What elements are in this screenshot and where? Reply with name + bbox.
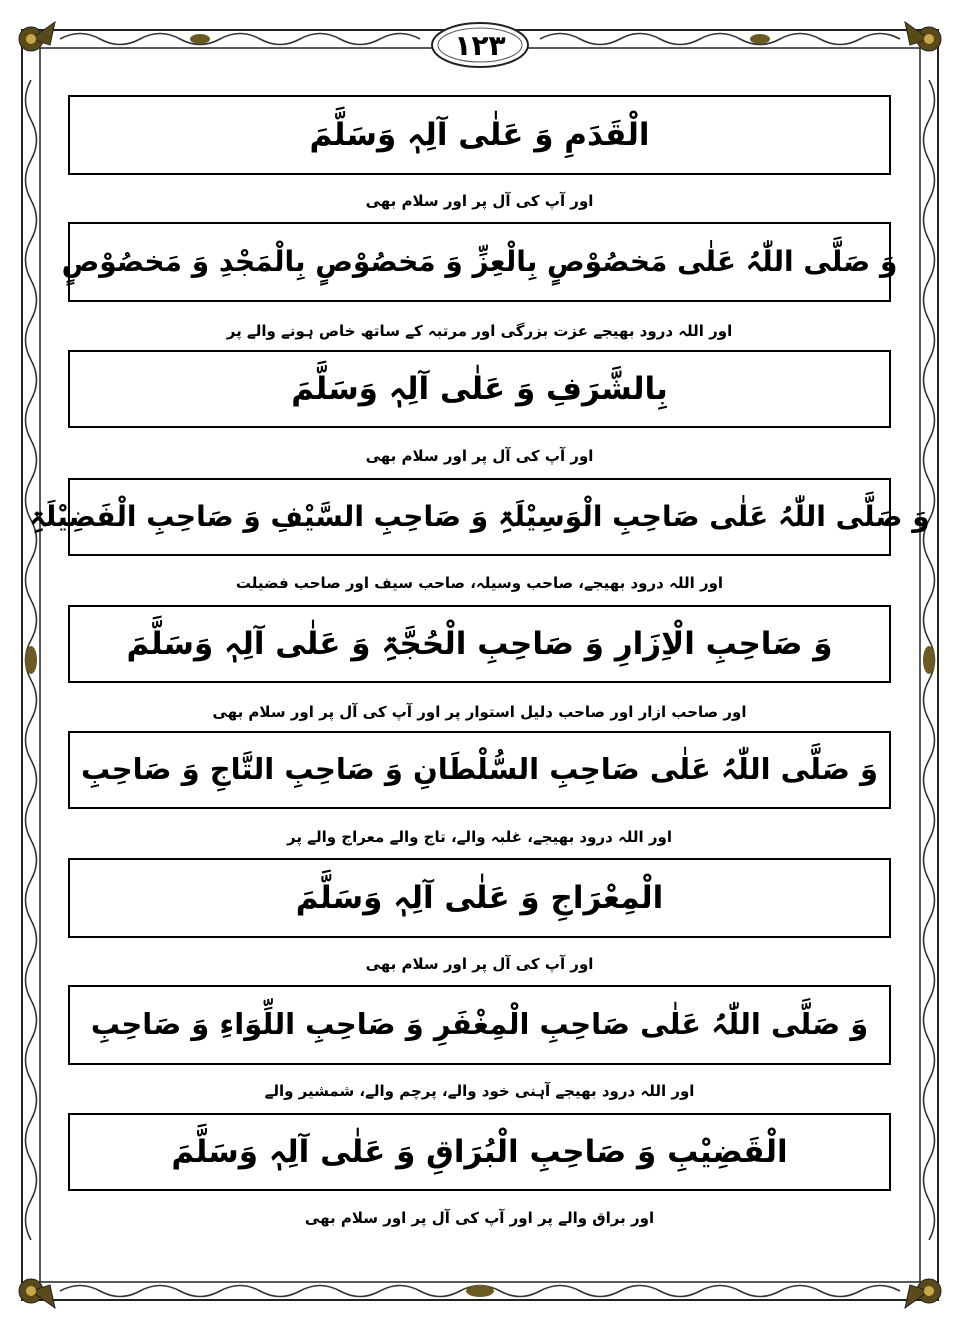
arabic-verse: وَ صَلَّی اللّٰہُ عَلٰی مَخصُوْصٍ بِالْعِزِّ وَ مَخصُوْصٍ بِالْمَجْدِ وَ مَخصُوْصٍ xyxy=(61,244,898,278)
urdu-translation: اور براق والے پر اور آپ کی آل پر اور سلام بھی xyxy=(304,1209,655,1227)
urdu-translation: اور اللہ درود بھیجے، صاحب وسیلہ، صاحب سیف اور صاحب فضیلت xyxy=(235,574,724,592)
arabic-verse: الْمِعْرَاجِ وَ عَلٰی آلِہٖ وَسَلَّمَ xyxy=(295,879,664,916)
urdu-translation: اور آپ کی آل پر اور سلام بھی xyxy=(365,192,594,210)
urdu-translation: اور آپ کی آل پر اور سلام بھی xyxy=(365,955,594,973)
arabic-verse: الْقَدَمِ وَ عَلٰی آلِہٖ وَسَلَّمَ xyxy=(309,116,650,153)
arabic-verse-box xyxy=(68,1113,891,1191)
arabic-verse: وَ صَلَّی اللّٰہُ عَلٰی صَاحِبِ الْمِغْفَرِ وَ صَاحِبِ اللِّوَاءِ وَ صَاحِبِ xyxy=(90,1007,869,1042)
arabic-verse: بِالشَّرَفِ وَ عَلٰی آلِہٖ وَسَلَّمَ xyxy=(291,370,668,407)
urdu-translation: اور صاحب ازار اور صاحب دلیل استوار پر اور آپ کی آل پر اور سلام بھی xyxy=(212,703,747,721)
page-number: ۱۲۳ xyxy=(454,28,506,62)
urdu-translation: اور اللہ درود بھیجے عزت بزرگی اور مرتبہ کے ساتھ خاص ہونے والے پر xyxy=(226,322,733,340)
urdu-translation: اور اللہ درود بھیجے آہنی خود والے، پرچم والے، شمشیر والے xyxy=(264,1082,695,1100)
arabic-verse: الْقَضِیْبِ وَ صَاحِبِ الْبُرَاقِ وَ عَلٰی آلِہٖ وَسَلَّمَ xyxy=(171,1133,788,1170)
arabic-verse: وَ صَاحِبِ الْاِزَارِ وَ صَاحِبِ الْحُجَّۃِ وَ عَلٰی آلِہٖ وَسَلَّمَ xyxy=(126,625,833,662)
urdu-translation: اور آپ کی آل پر اور سلام بھی xyxy=(365,447,594,465)
arabic-verse-box xyxy=(68,95,891,175)
arabic-verse-box xyxy=(29,478,930,556)
arabic-verse: وَ صَلَّی اللّٰہُ عَلٰی صَاحِبِ السُّلْطَانِ وَ صَاحِبِ التَّاجِ وَ صَاحِبِ xyxy=(81,752,878,787)
arabic-verse-box xyxy=(61,222,898,302)
arabic-verse-box xyxy=(68,858,891,938)
arabic-verse: وَ صَلَّی اللّٰہُ عَلٰی صَاحِبِ الْوَسِیْلَۃِ وَ صَاحِبِ السَّیْفِ وَ صَاحِبِ الْفَضِیْلَۃِ xyxy=(29,499,930,533)
arabic-verse-box xyxy=(68,605,891,683)
arabic-verse-box xyxy=(68,731,891,809)
arabic-verse-box xyxy=(68,985,891,1065)
arabic-verse-box xyxy=(68,350,891,428)
urdu-translation: اور اللہ درود بھیجے، غلبہ والے، تاج والے معراج والے پر xyxy=(286,828,673,846)
